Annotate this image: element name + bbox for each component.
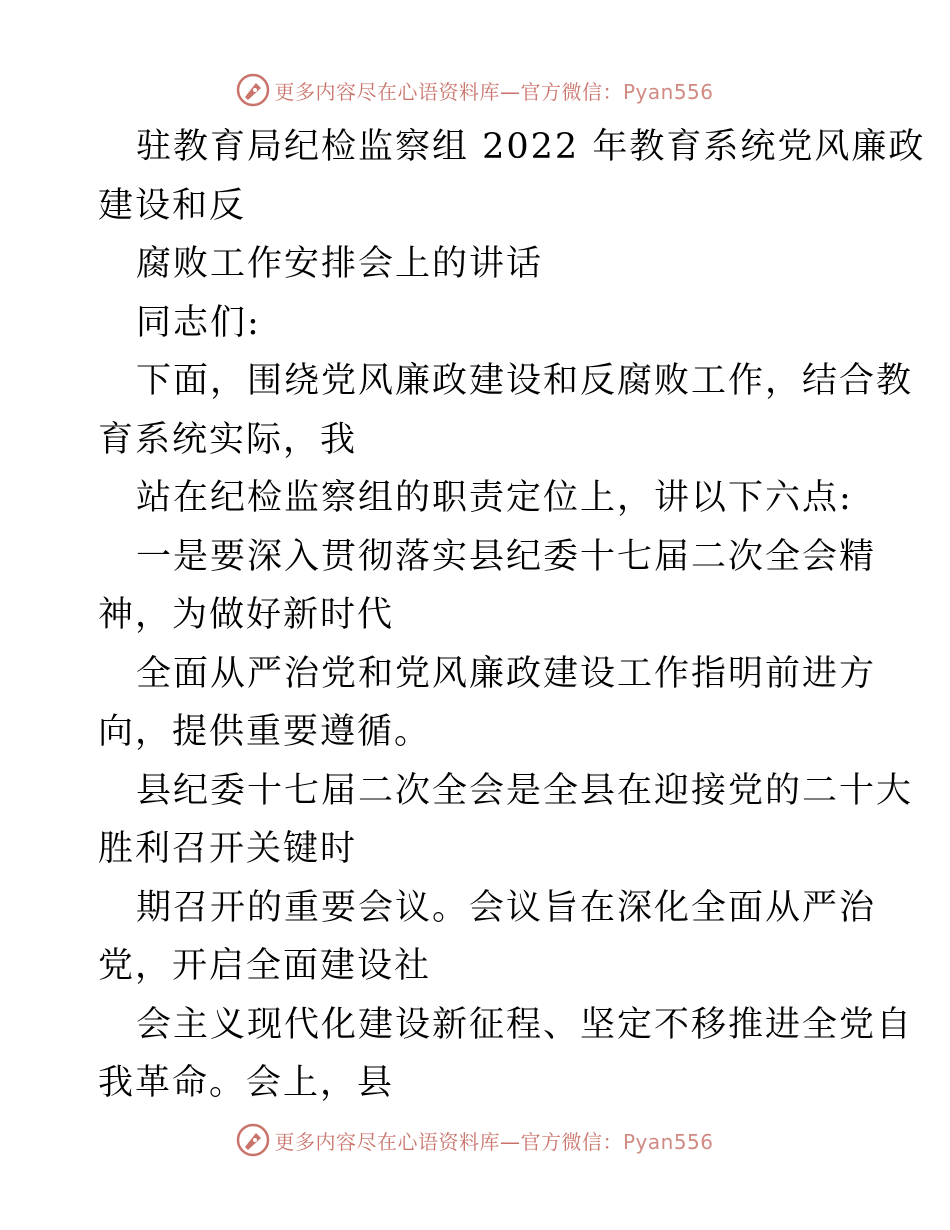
footer-banner	[0, 1120, 950, 1160]
paragraph-line: 期召开的重要会议。会议旨在深化全面从严治	[136, 887, 877, 928]
wechat-id: Pyan556	[622, 79, 714, 104]
paragraph-line: 同志们:	[136, 302, 261, 343]
paragraph-line: 党，开启全面建设社	[98, 946, 432, 986]
paragraph-line: 我革命。会上，县	[98, 1063, 395, 1103]
paragraph-line: 腐败工作安排会上的讲话	[136, 244, 544, 284]
paragraph-line: 会主义现代化建设新征程、坚定不移推进全党自	[136, 1004, 914, 1045]
document-body	[98, 118, 926, 1113]
paragraph-line: 建设和反	[98, 185, 247, 226]
paragraph-line: 神，为做好新时代	[98, 595, 395, 635]
banner-text: 更多内容尽在心语资料库—官方微信：Pyan556	[274, 1129, 714, 1154]
pen-nib-logo-icon	[236, 1123, 270, 1157]
paragraph-line: 县纪委十七届二次全会是全县在迎接党的二十大	[136, 770, 914, 811]
pen-nib-logo-icon	[236, 73, 270, 107]
paragraph-line: 一是要深入贯彻落实县纪委十七届二次全会精	[136, 536, 877, 577]
paragraph-line: 胜利召开关键时	[98, 829, 358, 869]
paragraph-line: 育系统实际，我	[98, 419, 358, 460]
paragraph-line: 向，提供重要遵循。	[98, 712, 432, 752]
paragraph-line: 站在纪检监察组的职责定位上，讲以下六点:	[136, 478, 853, 518]
paragraph-line: 全面从严治党和党风廉政建设工作指明前进方	[136, 653, 877, 694]
wechat-id: Pyan556	[622, 1129, 714, 1154]
paragraph-line: 下面，围绕党风廉政建设和反腐败工作，结合教	[136, 361, 914, 401]
paragraph-line: 驻教育局纪检监察组 2022 年教育系统党风廉政	[136, 127, 926, 167]
header-banner	[0, 70, 950, 110]
banner-text: 更多内容尽在心语资料库—官方微信：Pyan556	[274, 79, 714, 104]
